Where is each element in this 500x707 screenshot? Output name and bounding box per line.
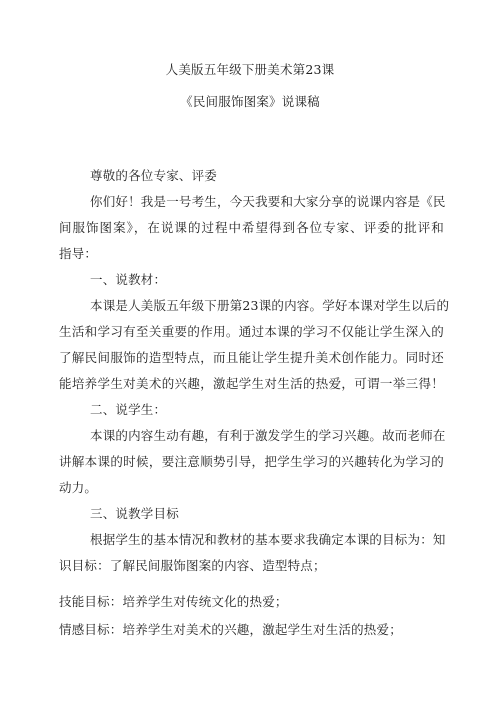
paragraph-line: 你们好！我是一号考生，今天我要和大家分享的说课内容是《民 <box>90 194 446 209</box>
paragraph-line: 本课是人美版五年级下册第23课的内容。学好本课对学生以后的 <box>90 298 450 313</box>
section-heading: 一、说教材： <box>90 272 167 287</box>
section-heading: 三、说教学目标 <box>90 506 179 521</box>
paragraph-line: 情感目标：培养学生对美术的兴趣，激起学生对生活的热爱； <box>59 622 402 637</box>
paragraph-line: 生活和学习有至关重要的作用。通过本课的学习不仅能让学生深入的 <box>59 324 444 339</box>
paragraph-line: 指导： <box>59 246 98 261</box>
paragraph-line: 根据学生的基本情况和教材的基本要求我确定本课的目标为：知 <box>90 532 446 547</box>
paragraph-line: 识目标：了解民间服饰图案的内容、造型特点； <box>59 558 326 573</box>
paragraph-line: 动力。 <box>59 480 98 495</box>
paragraph-line: 讲解本课的时候，要注意顺势引导，把学生学习的兴趣转化为学习的 <box>59 454 444 469</box>
paragraph-line: 了解民间服饰的造型特点，而且能让学生提升美术创作能力。同时还 <box>59 350 444 365</box>
paragraph-line: 能培养学生对美术的兴趣，激起学生对生活的热爱，可谓一举三得！ <box>59 376 444 391</box>
salutation-line: 尊敬的各位专家、评委 <box>90 168 218 183</box>
paragraph-line: 间服饰图案》，在说课的过程中希望得到各位专家、评委的批评和 <box>59 220 444 235</box>
document-subtitle: 《民间服饰图案》说课稿 <box>180 94 320 109</box>
document-title: 人美版五年级下册美术第23课 <box>165 62 335 77</box>
section-heading: 二、说学生： <box>90 402 167 417</box>
paragraph-line: 本课的内容生动有趣，有利于激发学生的学习兴趣。故而老师在 <box>90 428 446 443</box>
paragraph-line: 技能目标：培养学生对传统文化的热爱； <box>59 594 288 609</box>
